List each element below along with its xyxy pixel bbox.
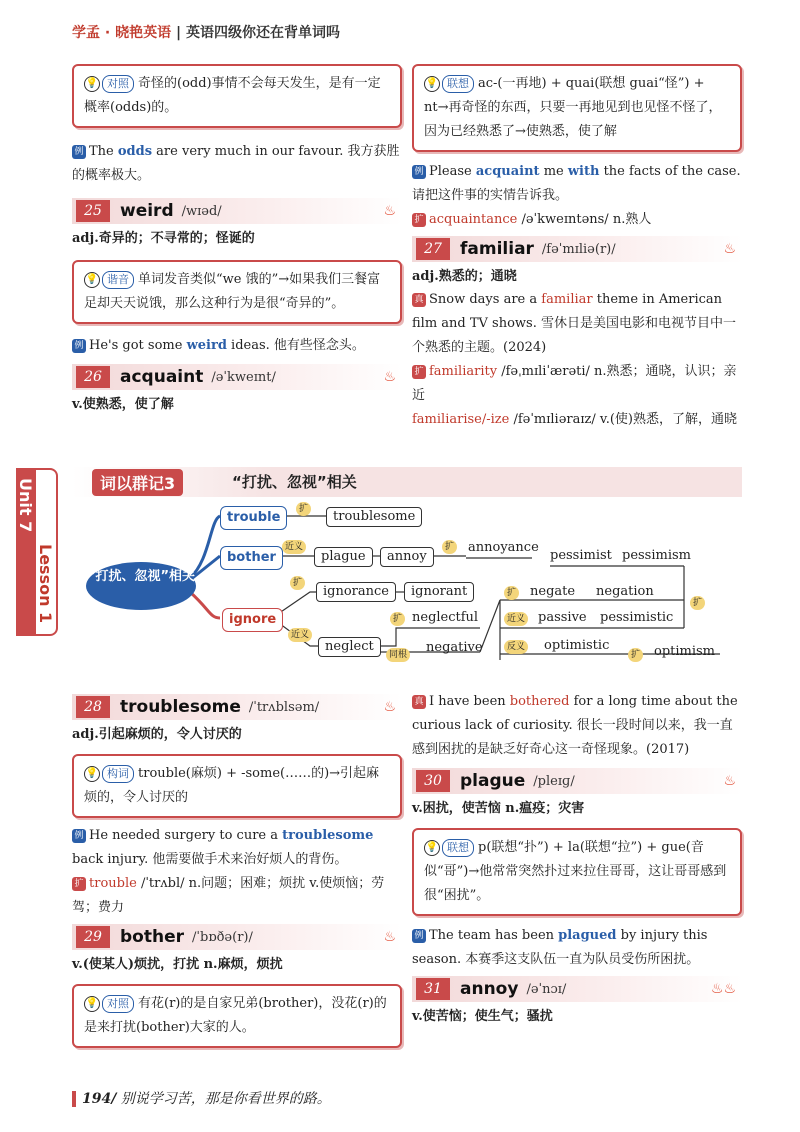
label-extend: 扩	[390, 612, 405, 626]
fire-icon: ♨	[383, 929, 396, 945]
phonetic: /əˈnɔɪ/	[526, 981, 567, 997]
extension-icon: 扩	[72, 877, 86, 891]
extension-rest: /fəˌmɪliˈærəti/ n.熟悉；通晓，认识；亲近	[412, 364, 737, 403]
exam-sentence	[412, 288, 742, 360]
example-word: plagued	[558, 928, 617, 943]
word-header-30	[412, 768, 742, 794]
note-text: 单词发音类似“we 饿的”→如果我们三餐富足却天天说饿，那么这种行为是很“奇异的”。	[84, 272, 381, 311]
phonetic: /pleɪɡ/	[533, 773, 575, 789]
note-tag: 联想	[442, 839, 474, 857]
node-neglect: neglect	[318, 637, 381, 657]
phonetic: /wɪəd/	[181, 203, 222, 219]
note-box	[72, 984, 402, 1048]
word-number: 27	[416, 238, 450, 260]
word-number: 25	[76, 200, 110, 222]
exam-icon: 真	[412, 695, 426, 709]
definition: v.使熟悉，使了解	[72, 397, 174, 412]
extension-rest: /ˈtrʌbl/ n.问题；困难；烦扰 v.使烦恼；劳驾；费力	[72, 876, 385, 915]
node-annoyance: annoyance	[468, 540, 539, 555]
example-post: ideas. 他有些怪念头。	[226, 338, 365, 353]
note-box	[412, 64, 742, 152]
note-box	[72, 754, 402, 818]
example-post: by injury this season. 本赛季这支队伍一直为队员受伤所困扰。	[412, 928, 708, 967]
node-negation: negation	[596, 584, 654, 599]
note-text: 有花(r)的是自家兄弟(brother)，没花(r)的是来打扰(bother)大家的人。	[84, 996, 387, 1035]
node-trouble: trouble	[220, 506, 287, 530]
left-column-bottom	[72, 690, 402, 1048]
page-footer	[72, 1088, 331, 1108]
example-mid: me	[539, 164, 568, 179]
label-synonym: 近义	[504, 612, 528, 626]
extension-word: familiarity	[429, 364, 498, 379]
word-number: 28	[76, 696, 110, 718]
node-pessimistic: pessimistic	[600, 610, 674, 625]
mind-map	[80, 500, 750, 670]
word-header-26	[72, 364, 402, 390]
note-box	[412, 828, 742, 916]
example-pre: He needed surgery to cure a	[89, 828, 283, 843]
word-header-28	[72, 694, 402, 720]
example-post: are very much in our favour. 我方获胜的概率极大。	[72, 144, 400, 183]
word-number: 29	[76, 926, 110, 948]
fire-icon: ♨	[383, 203, 396, 219]
mind-center: “打扰、忽视”相关	[86, 562, 196, 610]
bulb-icon: 💡	[84, 76, 100, 92]
example-icon: 例	[412, 165, 426, 179]
node-optimism: optimism	[654, 644, 716, 659]
note-tag: 对照	[102, 75, 134, 93]
page-header: 学孟 · 晓艳英语 | 英语四级你还在背单词吗	[72, 25, 340, 41]
example-post: for a long time about the curious lack of curiosity. 很长一段时间以来，我一直感到困扰的是缺乏好奇心这一奇怪现象。(2017)	[412, 694, 738, 757]
fire-icon: ♨♨	[710, 981, 736, 997]
phonetic: /əˈkweɪnt/	[211, 369, 276, 385]
lesson-label: Lesson 1	[36, 544, 55, 624]
example-word: troublesome	[282, 828, 374, 843]
example-icon: 例	[72, 339, 86, 353]
example-sentence	[412, 924, 742, 972]
label-extend: 扩	[296, 502, 311, 516]
example-pre: The	[89, 144, 118, 159]
word-number: 31	[416, 978, 450, 1000]
example-word: acquaint	[475, 164, 540, 179]
example-word: familiar	[541, 292, 593, 307]
fire-icon: ♨	[383, 699, 396, 715]
note-tag: 对照	[102, 995, 134, 1013]
definition: v.(使某人)烦扰，打扰 n.麻烦，烦扰	[72, 957, 283, 972]
example-sentence	[72, 824, 402, 872]
section-title: “打扰、忽视”相关	[232, 473, 357, 491]
exam-sentence	[412, 690, 742, 762]
word-header-29	[72, 924, 402, 950]
node-optimistic: optimistic	[544, 638, 610, 653]
label-antonym: 反义	[504, 640, 528, 654]
note-tag: 谐音	[102, 271, 134, 289]
word: weird	[120, 201, 174, 221]
extension	[412, 408, 742, 432]
label-extend: 扩	[628, 648, 643, 662]
extension-def: n.熟人	[608, 212, 652, 227]
node-ignorant: ignorant	[404, 582, 474, 602]
example-word: weird	[186, 338, 227, 353]
example-pre: He's got some	[89, 338, 187, 353]
example-sentence	[72, 140, 402, 188]
extension-rest: /fəˈmɪliəraɪz/ v.(使)熟悉，了解，通晓	[509, 412, 737, 427]
example-post: the facts of the case. 请把这件事的实情告诉我。	[412, 164, 741, 203]
note-text: 奇怪的(odd)事情不会每天发生，是有一定概率(odds)的。	[84, 76, 381, 115]
example-pre: Snow days are a	[429, 292, 542, 307]
word: troublesome	[120, 697, 241, 717]
bulb-icon: 💡	[424, 840, 440, 856]
note-tag: 联想	[442, 75, 474, 93]
section-badge: 词以群记3	[92, 469, 183, 496]
bulb-icon: 💡	[84, 766, 100, 782]
word-number: 26	[76, 366, 110, 388]
brand: 学孟 · 晓艳英语	[72, 25, 172, 41]
word-header-31	[412, 976, 742, 1002]
node-ignorance: ignorance	[316, 582, 396, 602]
extension-ipa: /əˈkweɪntəns/	[521, 212, 609, 227]
node-troublesome: troublesome	[326, 507, 422, 527]
unit-sidebar	[16, 468, 58, 636]
extension	[72, 872, 402, 920]
extension	[412, 208, 742, 232]
definition: v.困扰，使苦恼 n.瘟疫；灾害	[412, 801, 585, 816]
note-text: ac-(一再地) + quai(联想 guai“怪”) + nt→再奇怪的东西，只要一再地见到也见怪不怪了，因为已经熟悉了→使熟悉，使了解	[424, 76, 722, 139]
node-pessimist: pessimist	[550, 548, 612, 563]
left-column-top	[72, 64, 402, 416]
node-passive: passive	[538, 610, 587, 625]
fire-icon: ♨	[383, 369, 396, 385]
word: acquaint	[120, 367, 204, 387]
bulb-icon: 💡	[84, 996, 100, 1012]
word-number: 30	[416, 770, 450, 792]
phonetic: /fəˈmɪliə(r)/	[541, 241, 616, 257]
label-extend: 扩	[290, 576, 305, 590]
definition: adj.熟悉的；通晓	[412, 269, 517, 284]
node-negate: negate	[530, 584, 576, 599]
bulb-icon: 💡	[84, 272, 100, 288]
example-post: theme in American film and TV shows. 雪休日是美国电影和电视节目中一个熟悉的主题。(2024)	[412, 292, 736, 355]
fire-icon: ♨	[723, 241, 736, 257]
note-text: p(联想“扑”) + la(联想“拉”) + gue(音似“哥”)→他常常突然扑过来拉住哥哥，这让哥哥感到很“困扰”。	[424, 840, 727, 903]
example-word-2: with	[567, 164, 600, 179]
node-negative: negative	[426, 640, 483, 655]
example-icon: 例	[72, 145, 86, 159]
extension-icon: 扩	[412, 213, 426, 227]
word: bother	[120, 927, 184, 947]
bulb-icon: 💡	[424, 76, 440, 92]
word-header-25	[72, 198, 402, 224]
example-icon: 例	[72, 829, 86, 843]
note-tag: 构词	[102, 765, 134, 783]
example-icon: 例	[412, 929, 426, 943]
word: familiar	[460, 239, 534, 259]
book-title: 英语四级你还在背单词吗	[185, 25, 340, 41]
footer-motto: 别说学习苦，那是你看世界的路。	[116, 1091, 331, 1107]
note-box	[72, 64, 402, 128]
note-text: trouble(麻烦) + -some(……的)→引起麻烦的，令人讨厌的	[84, 766, 380, 805]
node-annoy: annoy	[380, 547, 434, 567]
fire-icon: ♨	[723, 773, 736, 789]
node-neglectful: neglectful	[412, 610, 479, 625]
label-extend: 扩	[690, 596, 705, 610]
footer-bar	[72, 1091, 76, 1107]
page-number: 194/	[82, 1091, 117, 1107]
example-word: bothered	[509, 694, 570, 709]
exam-icon: 真	[412, 293, 426, 307]
label-root: 同根	[386, 648, 410, 662]
note-box	[72, 260, 402, 324]
example-pre: I have been	[429, 694, 510, 709]
example-post: back injury. 他需要做手术来治好烦人的背伤。	[72, 852, 348, 867]
label-extend: 扩	[442, 540, 457, 554]
word: annoy	[460, 979, 519, 999]
label-synonym: 近义	[282, 540, 306, 554]
word: plague	[460, 771, 526, 791]
extension-word: acquaintance	[429, 212, 518, 227]
word-header-27	[412, 236, 742, 262]
right-column-bottom	[412, 690, 742, 1028]
phonetic: /ˈbɒðə(r)/	[192, 929, 253, 945]
node-bother: bother	[220, 546, 283, 570]
example-pre: The team has been	[429, 928, 559, 943]
node-plague: plague	[314, 547, 373, 567]
label-synonym: 近义	[288, 628, 312, 642]
right-column-top	[412, 64, 742, 432]
definition: v.使苦恼；使生气；骚扰	[412, 1009, 553, 1024]
extension-word: trouble	[89, 876, 137, 891]
example-word: odds	[117, 144, 153, 159]
node-ignore: ignore	[222, 608, 283, 632]
unit-label: Unit 7	[16, 478, 35, 533]
section-title-bar	[72, 467, 742, 497]
extension-icon: 扩	[412, 365, 426, 379]
example-sentence	[412, 160, 742, 208]
phonetic: /ˈtrʌblsəm/	[248, 699, 320, 715]
node-pessimism: pessimism	[622, 548, 691, 563]
label-extend: 扩	[504, 586, 519, 600]
extension	[412, 360, 742, 408]
example-sentence	[72, 334, 402, 358]
example-pre: Please	[429, 164, 476, 179]
definition: adj.引起麻烦的，令人讨厌的	[72, 727, 242, 742]
definition: adj.奇异的；不寻常的；怪诞的	[72, 231, 255, 246]
extension-word: familiarise/-ize	[412, 412, 510, 427]
